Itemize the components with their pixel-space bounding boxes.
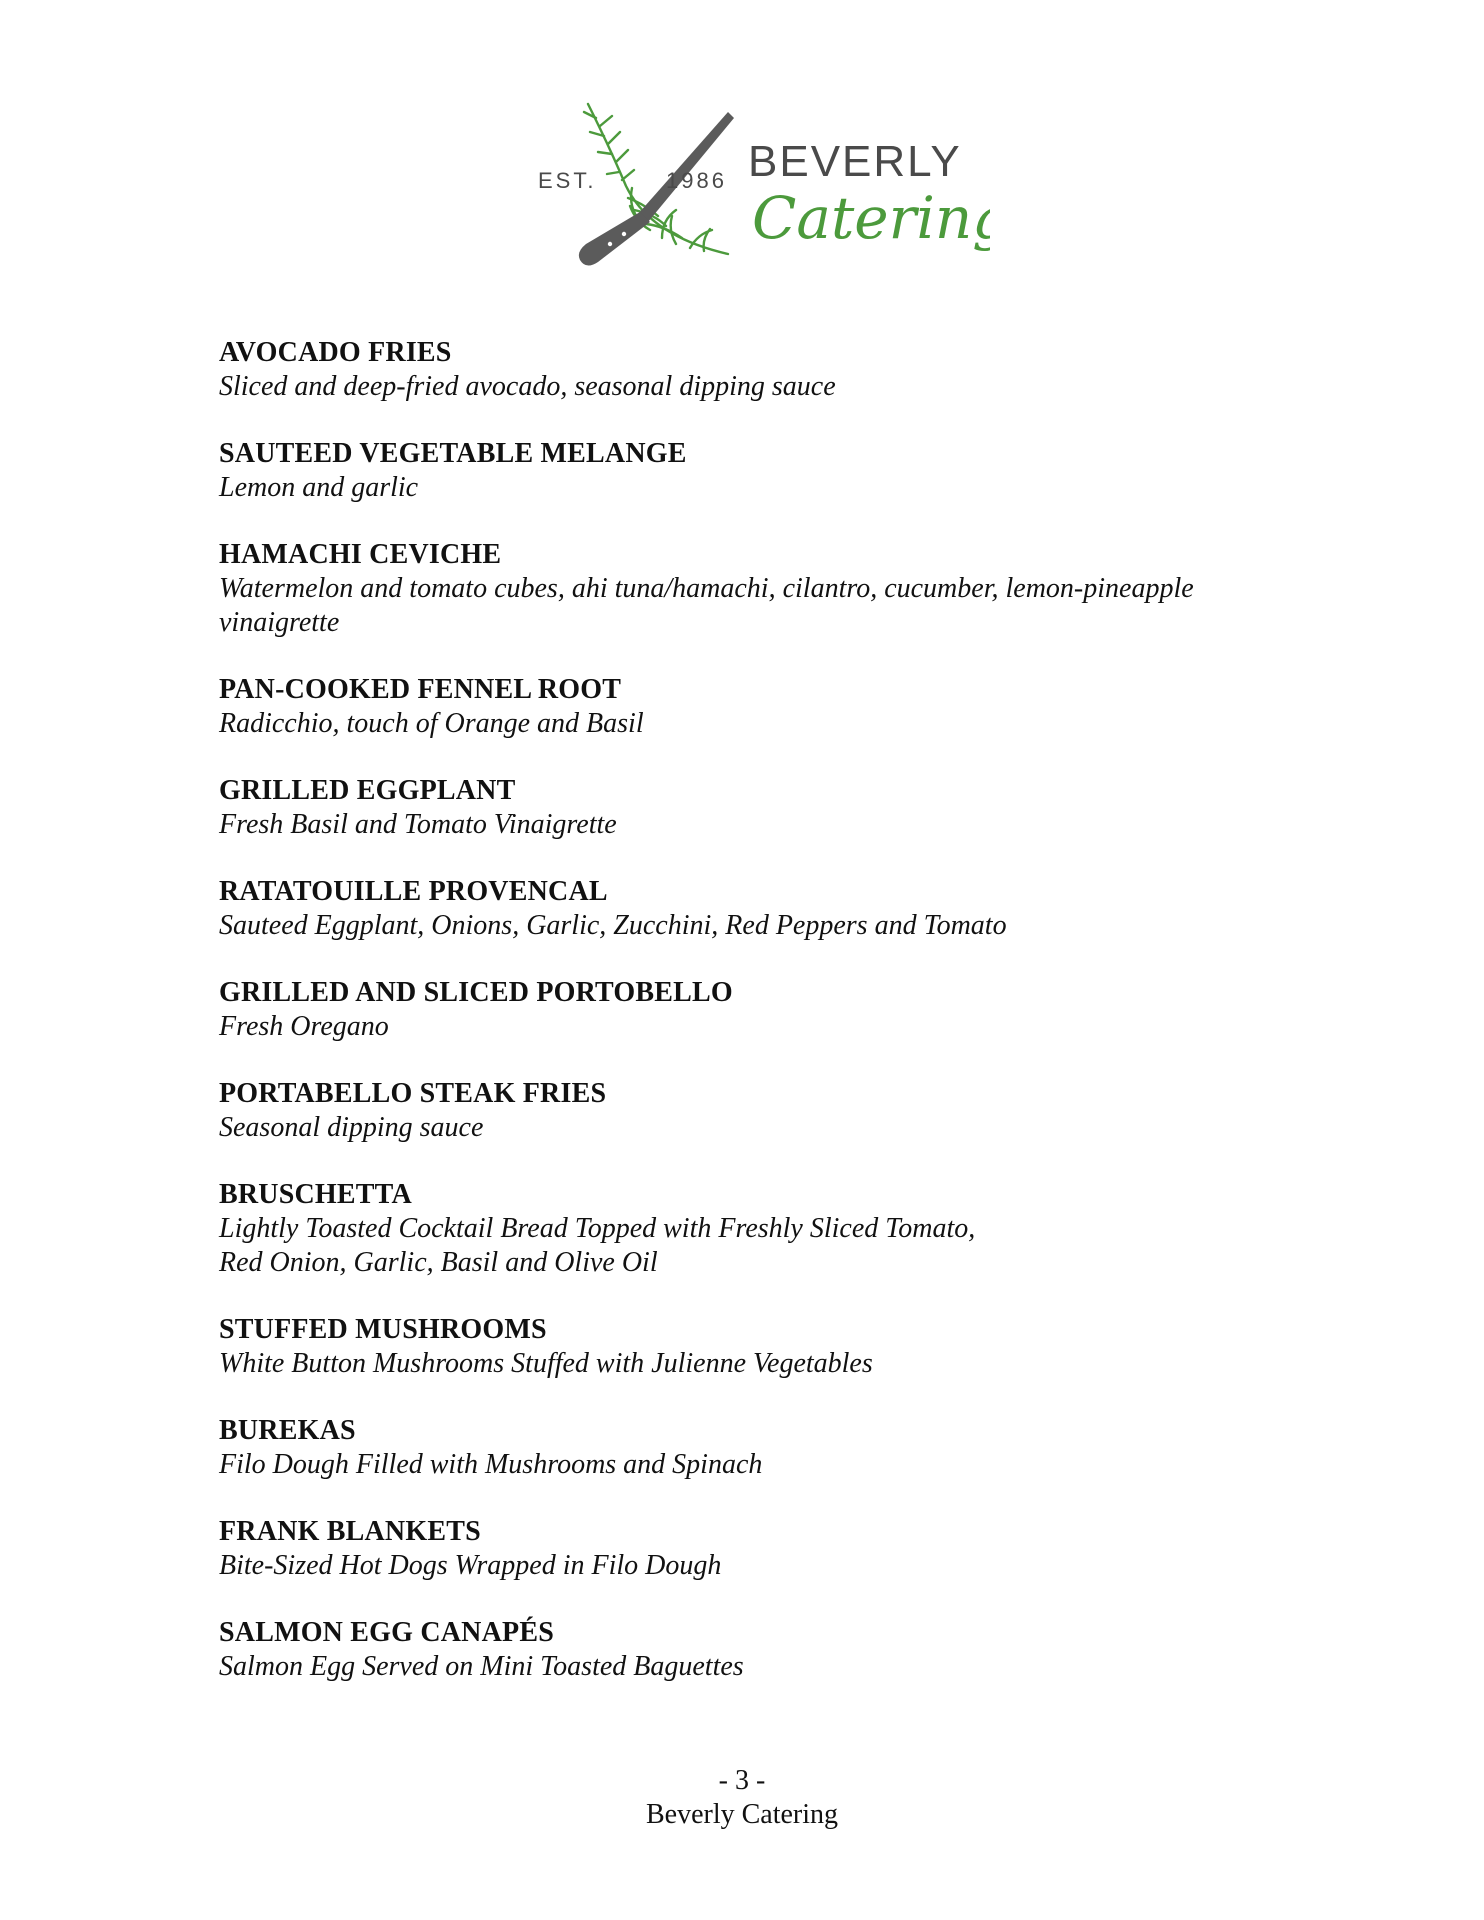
page-footer [0, 1764, 1484, 1832]
menu-item-description: Bite-Sized Hot Dogs Wrapped in Filo Dough [219, 1550, 722, 1581]
brand-wordmark: BEVERLY [748, 137, 962, 186]
menu-item [219, 1313, 1299, 1381]
brand-script: Catering [752, 184, 990, 252]
menu-item-title: RATATOUILLE PROVENCAL [219, 876, 608, 907]
menu-item-title: GRILLED AND SLICED PORTOBELLO [219, 977, 733, 1008]
menu-item [219, 1178, 1299, 1280]
menu-item-title: FRANK BLANKETS [219, 1516, 481, 1547]
menu-item-description: Lemon and garlic [219, 472, 419, 503]
menu-item-title: SAUTEED VEGETABLE MELANGE [219, 438, 687, 469]
menu-item-description: Fresh Oregano [219, 1011, 389, 1042]
menu-item-description: Radicchio, touch of Orange and Basil [219, 708, 644, 739]
menu-item-description: White Button Mushrooms Stuffed with Julienne Vegetables [219, 1348, 873, 1379]
menu-item-description: Watermelon and tomato cubes, ahi tuna/hamachi, cilantro, cucumber, lemon-pineapple vinaigrette [219, 573, 1194, 638]
menu-item-title: BRUSCHETTA [219, 1179, 412, 1210]
menu-item-description: Sliced and deep-fried avocado, seasonal dipping sauce [219, 371, 836, 402]
menu-item-title: BUREKAS [219, 1415, 356, 1446]
menu-item-description: Filo Dough Filled with Mushrooms and Spinach [219, 1449, 763, 1480]
menu-item-title: PORTABELLO STEAK FRIES [219, 1078, 607, 1109]
menu-item-description: Sauteed Eggplant, Onions, Garlic, Zucchini, Red Peppers and Tomato [219, 910, 1007, 941]
menu-item-description: Lightly Toasted Cocktail Bread Topped with Freshly Sliced Tomato, Red Onion, Garlic, Basil and Olive Oil [219, 1213, 976, 1278]
menu-item [219, 673, 1299, 741]
menu-item-title: STUFFED MUSHROOMS [219, 1314, 547, 1345]
menu-item [219, 1515, 1299, 1583]
page-number: - 3 - [718, 1765, 766, 1796]
menu-item-title: PAN-COOKED FENNEL ROOT [219, 674, 622, 705]
menu-item [219, 774, 1299, 842]
menu-item [219, 1414, 1299, 1482]
footer-company-name: Beverly Catering [645, 1799, 839, 1830]
menu-item [219, 1616, 1299, 1684]
menu-item-title: HAMACHI CEVICHE [219, 539, 502, 570]
est-year: 1986 [666, 168, 727, 193]
menu-item [219, 976, 1299, 1044]
est-label: EST. [538, 168, 597, 193]
beverly-catering-logo [500, 88, 990, 290]
menu-item [219, 875, 1299, 943]
menu-list [219, 336, 1299, 1717]
menu-item-description: Salmon Egg Served on Mini Toasted Baguettes [219, 1651, 744, 1682]
menu-item-title: SALMON EGG CANAPÉS [219, 1617, 554, 1648]
menu-item [219, 336, 1299, 404]
menu-item-title: GRILLED EGGPLANT [219, 775, 516, 806]
menu-item-description: Seasonal dipping sauce [219, 1112, 484, 1143]
menu-item [219, 1077, 1299, 1145]
menu-item-title: AVOCADO FRIES [219, 337, 452, 368]
menu-item [219, 437, 1299, 505]
menu-item-description: Fresh Basil and Tomato Vinaigrette [219, 809, 617, 840]
menu-item [219, 538, 1299, 640]
